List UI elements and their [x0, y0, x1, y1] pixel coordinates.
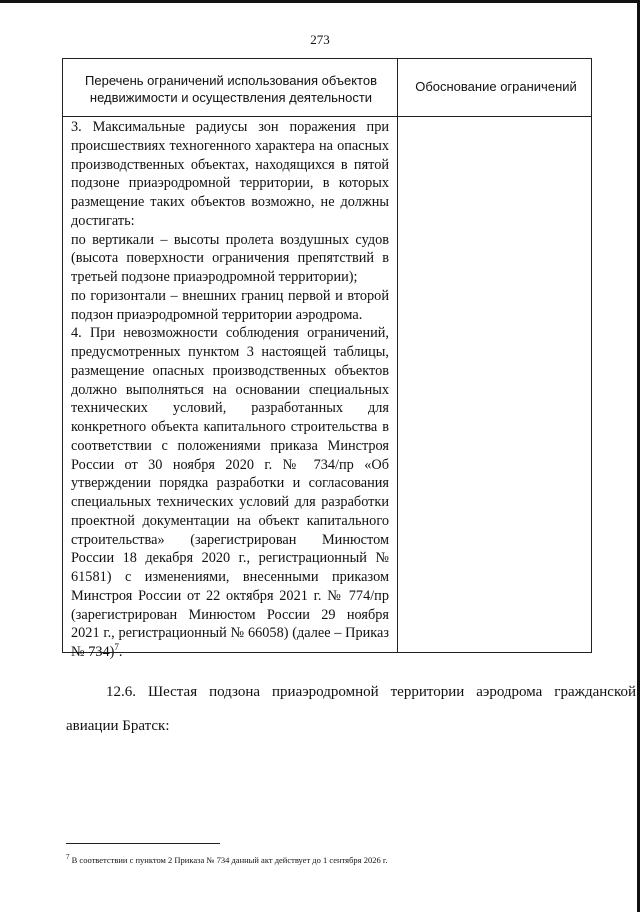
restrictions-table	[62, 58, 592, 660]
footnote-marker: 7	[66, 853, 70, 861]
table-cell-restrictions	[71, 118, 389, 662]
page-edge-top	[0, 0, 640, 3]
page-number: 273	[310, 32, 330, 47]
restriction-item-4-text: 4. При невозможности соблюдения ограничений, предусмотренных пунктом 3 настоящей таблицы, размещение опасных производственных объектов должно выполняться на основании специальных технических условий, разработанных для конкретного объекта капитального строительства в соответствии с положениями приказа Минстроя России от 30 ноября 2020 г. № 734/пр «Об утверждении порядка разработки и согласования специальных технических условий для разработки проектной документации на объект капитального строительства» (зарегистрирован Минюстом России 18 декабря 2020 г., регистрационный № 61581) с изменениями, внесенными приказом Минстроя России от 22 октября 2021 г. № 774/пр (зарегистрирован Минюстом России 29 ноября 2021 г., регистрационный № 66058) (далее – Приказ № 734)	[71, 325, 389, 660]
section-paragraph: 12.6. Шестая подзона приаэродромной территории аэродрома гражданской авиации Братск:	[66, 684, 636, 734]
footnote-rule	[66, 843, 220, 844]
table-header-restrictions: Перечень ограничений использования объектов недвижимости и осуществления деятельности	[85, 73, 377, 105]
footnote-reference: 7	[114, 642, 119, 653]
restriction-item-3: 3. Максимальные радиусы зон поражения при происшествиях техногенного характера на опасных производственных объектах, находящихся в пятой подзоне приаэродромной территории, в которых размещение таких объектов возможно, не должны достигать:	[71, 119, 389, 229]
table-header-justification: Обоснование ограничений	[415, 79, 577, 94]
footnote-text: В соответствии с пунктом 2 Приказа № 734 данный акт действует до 1 сентября 2026 г.	[71, 854, 388, 865]
restriction-item-4	[71, 324, 389, 662]
table-column-divider	[397, 59, 398, 652]
restriction-horizontal: по горизонтали – внешних границ первой и второй подзон приаэродромной территории аэродрома.	[71, 287, 389, 323]
restriction-vertical: по вертикали – высоты пролета воздушных судов (высота поверхности ограничения препятствий в третьей подзоне приаэродромной территории);	[71, 231, 389, 285]
restriction-item-4-end: .	[118, 644, 123, 660]
footnote	[66, 852, 606, 866]
table-header-divider	[63, 116, 591, 117]
